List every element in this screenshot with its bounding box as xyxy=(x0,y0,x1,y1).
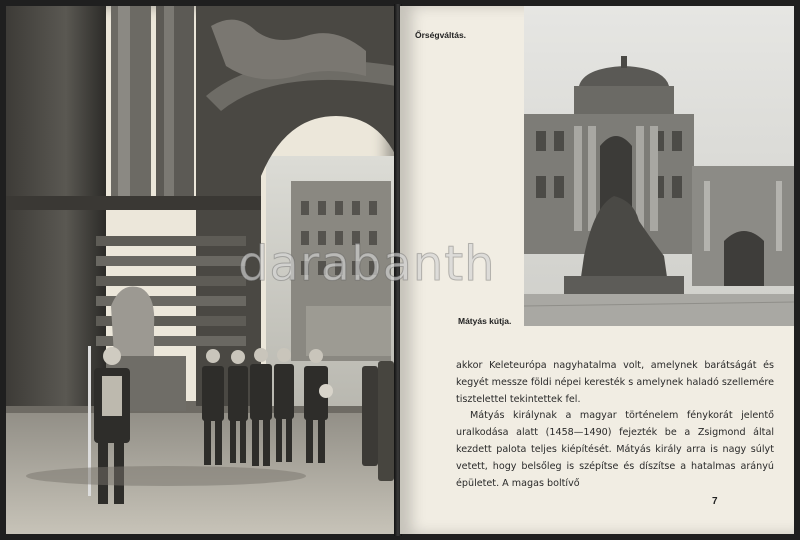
changing-of-guard-photo xyxy=(6,6,396,534)
paragraph: Mátyás királynak a magyar történelem fénykorát jelentő uralkodása alatt (1458—1490) fejezték be a Zsigmond által kezdett palota teljes kiépítését. Mátyás király arra is nagy súlyt vetett, hogy belsőleg is szépítse és díszítse a hatalmas arányú épületet. A magas boltívő xyxy=(456,410,774,489)
paragraph: akkor Keleteurópa nagyhatalma volt, amelynek barátságát és kegyét messze földi népei keresték s amelynek haladó szellemére tisztelettel tekintettek fel. xyxy=(456,360,774,405)
body-text xyxy=(456,358,774,492)
watermark: darabanth xyxy=(238,236,496,292)
page-number: 7 xyxy=(712,496,718,507)
caption-changing-guard: Őrségváltás. xyxy=(415,30,467,40)
right-page xyxy=(400,6,794,534)
matthias-fountain-photo xyxy=(524,6,794,326)
left-page xyxy=(6,6,396,534)
caption-matthias-fountain: Mátyás kútja. xyxy=(458,316,512,326)
